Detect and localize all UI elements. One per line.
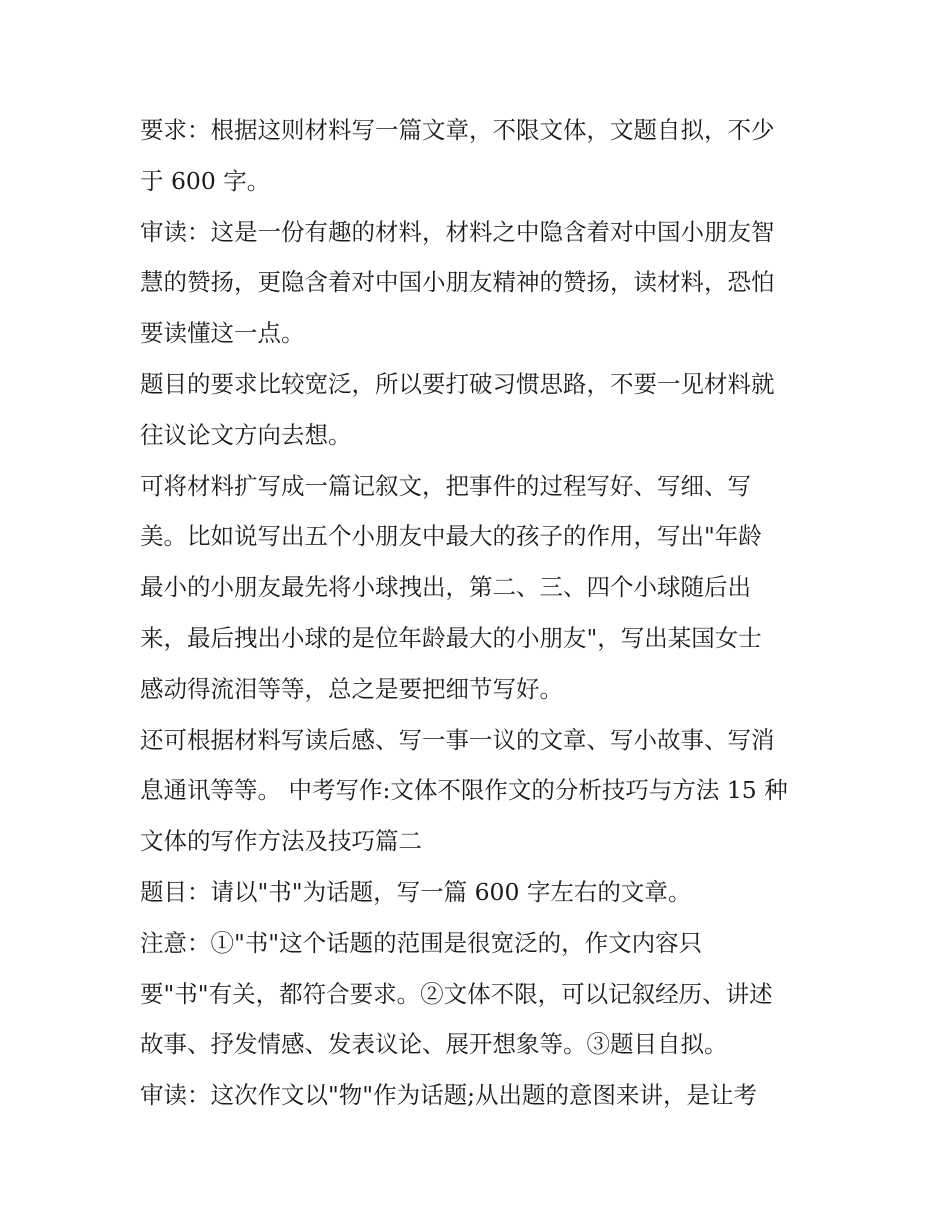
text-line-1: 要求：根据这则材料写一篇文章，不限文体，文题自拟，不少 [140, 116, 775, 144]
text-line-20: 审读：这次作文以"物"作为话题;从出题的意图来讲，是让考 [140, 1081, 758, 1110]
text-line-9: 美。比如说写出五个小朋友中最大的孩子的作用，写出"年龄 [140, 522, 762, 551]
text-line-8: 可将材料扩写成一篇记叙文，把事件的过程写好、写细、写 [140, 471, 751, 500]
text-line-18: 要"书"有关，都符合要求。②文体不限，可以记叙经历、讲述 [140, 979, 773, 1008]
text-line-2: 于 600 字。 [140, 166, 271, 195]
text-line-16: 题目：请以"书"为话题，写一篇 600 字左右的文章。 [140, 877, 692, 906]
text-line-13: 还可根据材料写读后感、写一事一议的文章、写小故事、写消 [140, 725, 775, 754]
text-line-10: 最小的小朋友最先将小球拽出，第二、三、四个小球随后出 [140, 573, 751, 602]
text-line-5: 要读懂这一点。 [140, 319, 305, 348]
text-line-3: 审读：这是一份有趣的材料，材料之中隐含着对中国小朋友智 [140, 217, 775, 246]
text-line-4: 慧的赞扬，更隐含着对中国小朋友精神的赞扬，读材料，恐怕 [140, 268, 775, 297]
document-body [140, 105, 820, 1121]
text-line-11: 来，最后拽出小球的是位年龄最大的小朋友"，写出某国女士 [140, 623, 762, 652]
text-line-15: 文体的写作方法及技巧篇二 [140, 827, 422, 856]
text-line-12: 感动得流泪等等，总之是要把细节写好。 [140, 674, 563, 703]
text-line-17: 注意：①"书"这个话题的范围是很宽泛的，作文内容只 [140, 928, 703, 957]
text-line-6: 题目的要求比较宽泛，所以要打破习惯思路，不要一见材料就 [140, 369, 775, 398]
text-line-19: 故事、抒发情感、发表议论、展开想象等。③题目自拟。 [140, 1030, 728, 1059]
text-line-7: 往议论文方向去想。 [140, 420, 352, 449]
text-line-14: 息通讯等等。 中考写作:文体不限作文的分析技巧与方法 15 种 [140, 776, 788, 805]
